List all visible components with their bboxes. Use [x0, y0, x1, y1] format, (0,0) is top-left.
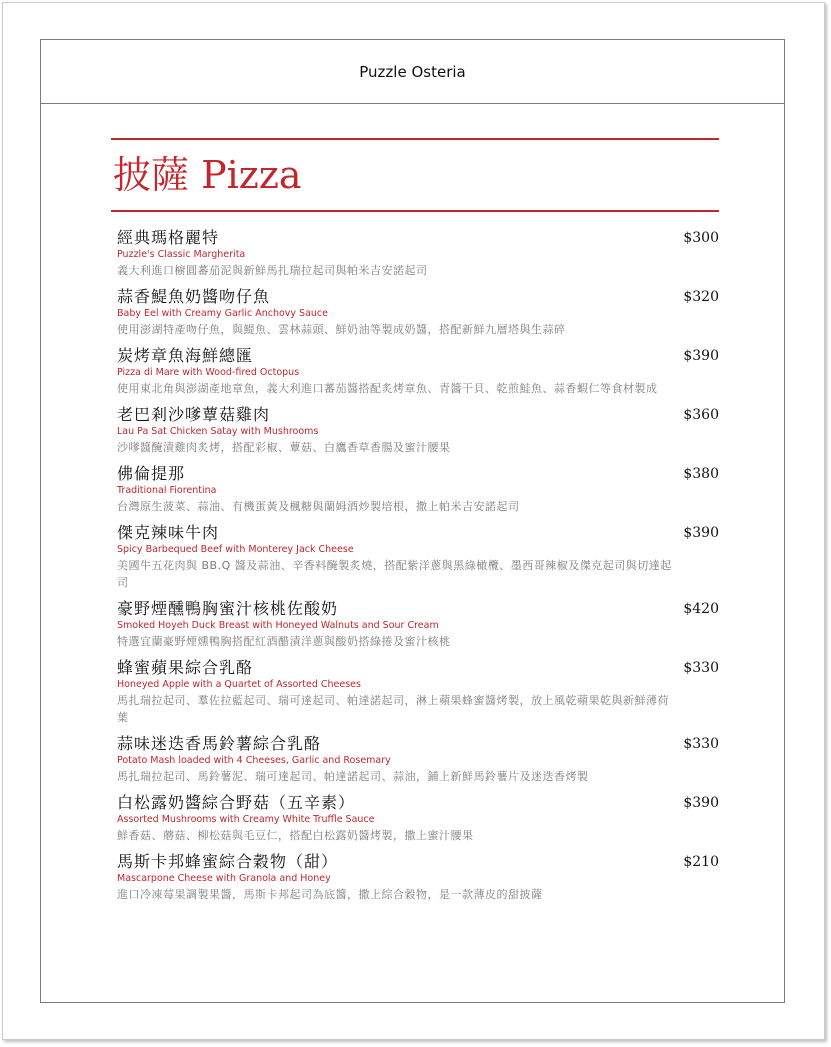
- item-name-zh: 佛倫提那: [117, 464, 186, 483]
- item-name-zh: 馬斯卡邦蜂蜜綜合穀物（甜）: [117, 852, 339, 871]
- item-description: 進口冷凍莓果調製果醬，馬斯卡邦起司為底醬，撒上綜合穀物，是一款薄皮的甜披薩: [117, 888, 543, 901]
- menu-item: [111, 287, 719, 338]
- item-price: $330: [683, 736, 719, 752]
- item-name-zh: 蒜味迷迭香馬鈴薯綜合乳酪: [117, 734, 322, 753]
- item-name-zh: 經典瑪格麗特: [117, 228, 220, 247]
- menu-item: [111, 523, 719, 591]
- item-price: $420: [683, 601, 719, 617]
- item-name-zh: 蒜香鯷魚奶醬吻仔魚: [117, 287, 271, 306]
- item-price: $210: [683, 854, 719, 870]
- item-price: $330: [683, 660, 719, 676]
- item-description: 台灣原生菠菜、蒜油、有機蛋黃及楓糖與蘭姆酒炒製培根，撒上帕米吉安諾起司: [117, 500, 520, 513]
- item-name-en: Smoked Hoyeh Duck Breast with Honeyed Walnuts and Sour Cream: [117, 620, 439, 631]
- menu-item: [111, 599, 719, 650]
- menu-item: [111, 464, 719, 515]
- restaurant-name: Puzzle Osteria: [359, 62, 466, 81]
- item-price: $380: [683, 466, 719, 482]
- item-name-en: Potato Mash loaded with 4 Cheeses, Garlic and Rosemary: [117, 755, 391, 766]
- section-title: 披薩 Pizza: [113, 153, 302, 197]
- item-description: 特選宜蘭豪野煙燻鴨胸搭配紅酒醋漬洋蔥與酸奶搭綠捲及蜜汁核桃: [117, 635, 451, 648]
- item-name-en: Honeyed Apple with a Quartet of Assorted Cheeses: [117, 679, 361, 690]
- menu-item: [111, 658, 719, 726]
- menu-items: [111, 228, 719, 903]
- menu-item: [111, 405, 719, 456]
- item-name-en: Pizza di Mare with Wood-fired Octopus: [117, 367, 300, 378]
- item-description: 使用澎湖特產吻仔魚，與鯷魚、雲林蒜頭、鮮奶油等製成奶醬，搭配新鮮九層塔與生蒜碎: [117, 323, 566, 336]
- bottom-rule: [111, 210, 719, 212]
- item-description: 美國牛五花肉與 BB.Q 醬及蒜油、辛香料醃製炙燒，搭配紫洋蔥與黑綠橄欖、墨西哥辣椒及傑克起司與切達起司: [117, 559, 672, 589]
- menu-item: [111, 346, 719, 397]
- item-price: $320: [683, 289, 719, 305]
- item-name-en: Puzzle's Classic Margherita: [117, 249, 246, 260]
- item-description: 馬扎瑞拉起司、馬鈴薯泥、瑞可達起司、帕達諾起司、蒜油，鋪上新鮮馬鈴薯片及迷迭香烤製: [117, 770, 589, 783]
- menu-item: [111, 734, 719, 785]
- item-description: 義大利進口櫥圓蕃茄泥與新鮮馬扎瑞拉起司與帕米吉安諾起司: [117, 264, 428, 277]
- item-name-en: Mascarpone Cheese with Granola and Honey: [117, 873, 331, 884]
- item-description: 馬扎瑞拉起司、羣佐拉藍起司、瑞可達起司、帕達諾起司，淋上蘋果蜂蜜醬烤製，放上風乾蘋果乾與新鮮薄荷葉: [117, 694, 669, 724]
- item-name-zh: 傑克辣味牛肉: [117, 523, 220, 542]
- item-price: $360: [683, 407, 719, 423]
- item-name-zh: 老巴剎沙嗲蕈菇雞肉: [117, 405, 271, 424]
- header-bar: [41, 40, 784, 104]
- item-price: $390: [683, 795, 719, 811]
- item-description: 沙嗲醬醃漬雞肉炙烤，搭配彩椒、蕈菇、白鷹香草香腸及蜜汁腰果: [117, 441, 451, 454]
- menu-item: [111, 852, 719, 903]
- menu-section: [111, 138, 719, 911]
- item-name-en: Lau Pa Sat Chicken Satay with Mushrooms: [117, 426, 319, 437]
- item-price: $390: [683, 525, 719, 541]
- menu-page: [40, 39, 785, 1003]
- item-name-en: Traditional Fiorentina: [117, 485, 217, 496]
- item-name-zh: 炭烤章魚海鮮總匯: [117, 346, 254, 365]
- item-description: 鮮香菇、蘑菇、柳松菇與毛豆仁，搭配白松露奶醬烤製，撒上蜜汁腰果: [117, 829, 474, 842]
- item-name-en: Assorted Mushrooms with Creamy White Truffle Sauce: [117, 814, 375, 825]
- item-price: $390: [683, 348, 719, 364]
- menu-item: [111, 793, 719, 844]
- item-name-zh: 豪野煙醺鴨胸蜜汁核桃佐酸奶: [117, 599, 339, 618]
- item-name-en: Baby Eel with Creamy Garlic Anchovy Sauce: [117, 308, 328, 319]
- menu-item: [111, 228, 719, 279]
- item-price: $300: [683, 230, 719, 246]
- item-name-en: Spicy Barbequed Beef with Monterey Jack Cheese: [117, 544, 354, 555]
- item-description: 使用東北角與澎湖產地章魚，義大利進口蕃茄醬搭配炙烤章魚、青醬干貝、乾煎鮭魚、蒜香蝦仁等食材製成: [117, 382, 658, 395]
- item-name-zh: 白松露奶醬綜合野菇（五辛素）: [117, 793, 356, 812]
- item-name-zh: 蜂蜜蘋果綜合乳酪: [117, 658, 254, 677]
